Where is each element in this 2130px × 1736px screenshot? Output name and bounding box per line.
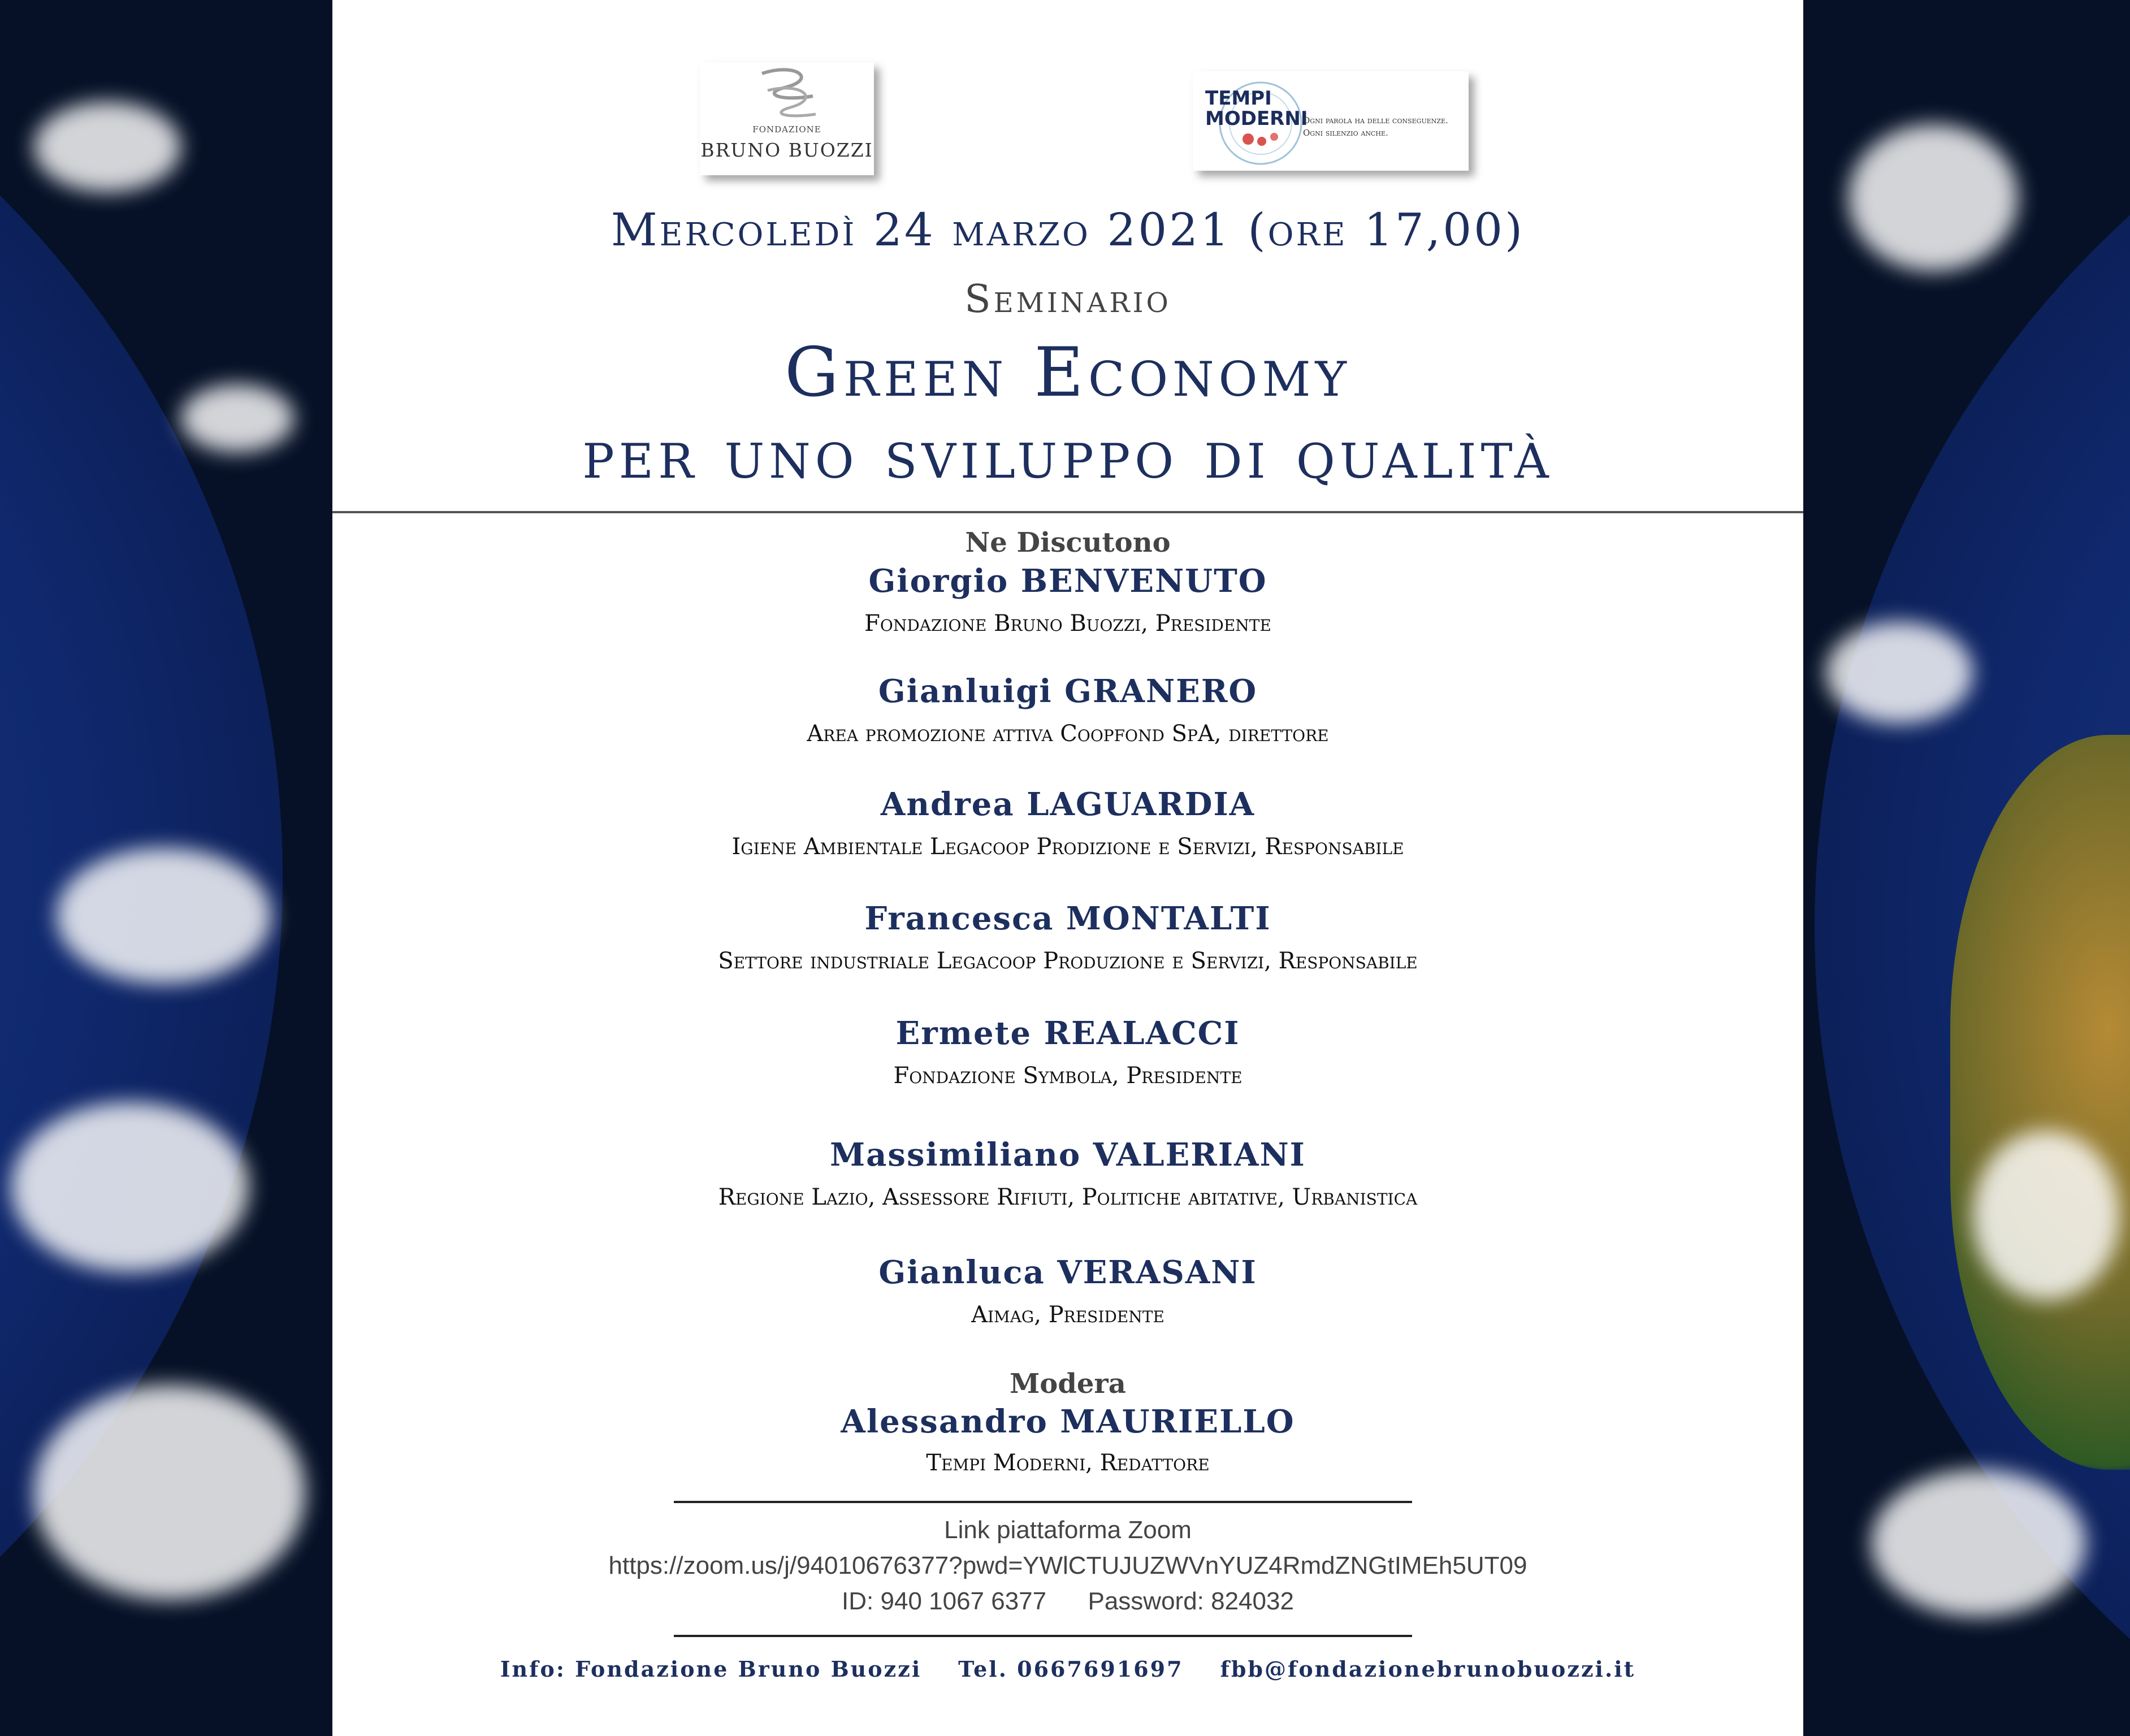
speaker-role: Area promozione attiva Coopfond SpA, direttore	[807, 721, 1329, 747]
event-title-line1: Green Economy	[785, 334, 1351, 412]
speaker-name: Gianluigi GRANERO	[878, 673, 1258, 710]
footer-info: Info: Fondazione Bruno Buozzi Tel. 0667691697 fbb@fondazionebrunobuozzi.it	[500, 1656, 1636, 1682]
speaker-name: Francesca MONTALTI	[864, 900, 1271, 937]
swoosh-icon	[700, 62, 874, 124]
cloud-shape	[34, 1385, 305, 1600]
earth-image-left	[0, 0, 332, 1736]
cloud-shape	[1826, 622, 1973, 724]
logo-small-text: FONDAZIONE	[752, 124, 821, 135]
cloud-shape	[1848, 124, 2018, 271]
logo-name-text: BRUNO BUOZZI	[700, 139, 873, 161]
cloud-shape	[57, 848, 271, 984]
speaker-name: Giorgio BENVENUTO	[868, 562, 1267, 600]
divider	[674, 1501, 1412, 1503]
event-date: Mercoledì 24 marzo 2021 (ore 17,00)	[611, 204, 1525, 256]
speaker-name: Gianluca VERASANI	[878, 1254, 1257, 1291]
fondazione-bruno-buozzi-logo	[700, 62, 874, 175]
moderator-role: Tempi Moderni, Redattore	[926, 1450, 1210, 1476]
zoom-link[interactable]: https://zoom.us/j/94010676377?pwd=YWlCTUJUZWVnYUZ4RmdZNGtIMEh5UT09	[608, 1552, 1527, 1579]
cloud-shape	[181, 384, 294, 452]
logo-slogan: Ogni parola ha delle conseguenze. Ogni silenzio anche.	[1303, 115, 1448, 138]
cloud-shape	[11, 1102, 249, 1272]
tempi-moderni-logo	[1193, 71, 1469, 171]
logo-brand-text: TEMPI MODERNI	[1205, 87, 1308, 130]
cloud-shape	[1871, 1470, 2086, 1617]
zoom-credentials: ID: 940 1067 6377 Password: 824032	[842, 1587, 1294, 1615]
speaker-name: Ermete REALACCI	[895, 1015, 1240, 1052]
speaker-role: Igiene Ambientale Legacoop Prodizione e Servizi, Responsabile	[731, 834, 1404, 860]
speaker-role: Regione Lazio, Assessore Rifiuti, Politiche abitative, Urbanistica	[718, 1184, 1418, 1210]
speaker-name: Massimiliano VALERIANI	[830, 1136, 1306, 1174]
speakers-label: Ne Discutono	[965, 527, 1171, 559]
flyer-panel	[332, 0, 1803, 1736]
speaker-name: Andrea LAGUARDIA	[880, 786, 1256, 823]
divider	[332, 511, 1803, 513]
event-kicker: Seminario	[964, 277, 1171, 322]
speaker-role: Fondazione Bruno Buozzi, Presidente	[864, 611, 1271, 637]
speaker-role: Settore industriale Legacoop Produzione e Servizi, Responsabile	[718, 948, 1418, 974]
zoom-label: Link piattaforma Zoom	[944, 1516, 1192, 1544]
divider	[674, 1635, 1412, 1637]
speaker-role: Fondazione Symbola, Presidente	[893, 1063, 1242, 1089]
speaker-role: Aimag, Presidente	[971, 1302, 1164, 1328]
moderator-name: Alessandro MAURIELLO	[841, 1403, 1295, 1440]
cloud-shape	[1973, 1131, 2120, 1300]
earth-image-right	[1803, 0, 2130, 1736]
cloud-shape	[34, 102, 181, 192]
moderator-label: Modera	[1010, 1368, 1126, 1400]
event-title-line2: per uno sviluppo di qualità	[582, 415, 1553, 494]
